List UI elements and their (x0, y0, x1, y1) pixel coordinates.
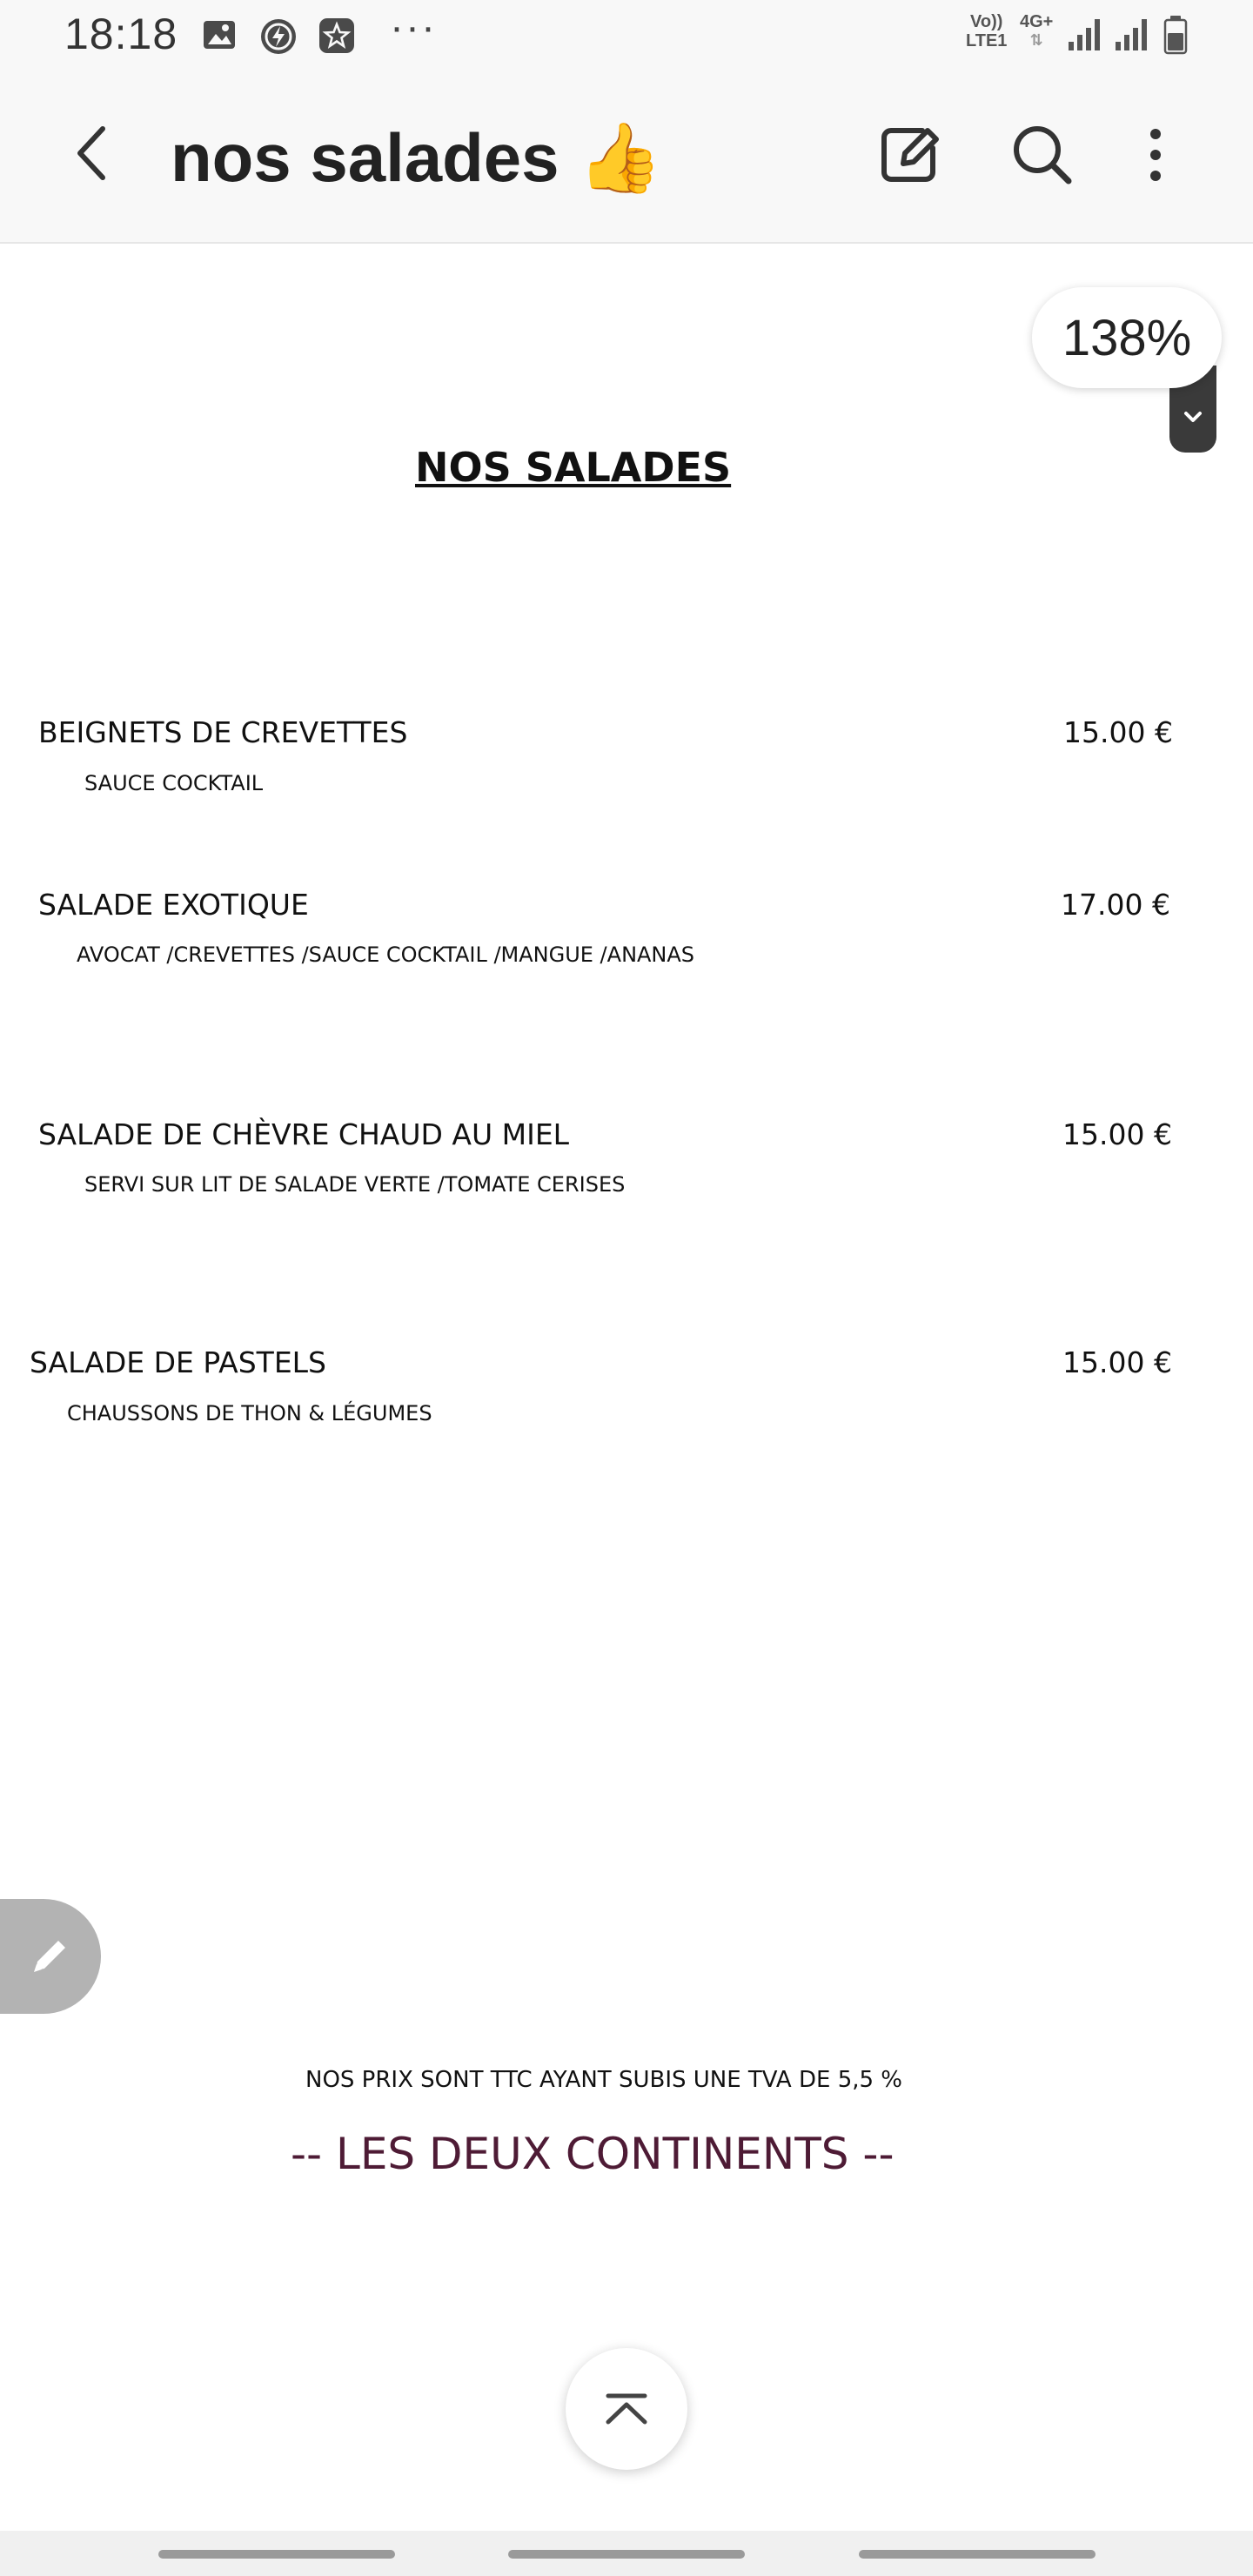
nav-home-button[interactable] (508, 2550, 745, 2559)
status-bar (0, 0, 1253, 73)
menu-heading: NOS SALADES (415, 444, 732, 491)
app-bar (0, 73, 1253, 244)
battery-icon (1163, 14, 1197, 49)
back-button[interactable] (61, 118, 131, 188)
menu-item-price: 15.00 € (1062, 1117, 1172, 1151)
navigation-bar (0, 2531, 1253, 2576)
signal-icon (1114, 14, 1149, 49)
page-title: nos salades 👍 (171, 119, 663, 196)
volte-indicator (966, 12, 1007, 50)
lte-label: LTE1 (966, 31, 1008, 50)
search-button[interactable] (1006, 118, 1079, 191)
restaurant-name: -- LES DEUX CONTINENTS -- (291, 2129, 895, 2179)
nav-back-button[interactable] (859, 2550, 1096, 2559)
menu-item-description: AVOCAT /CREVETTES /SAUCE COCKTAIL /MANGUE /ANANAS (77, 943, 695, 967)
menu-item-description: CHAUSSONS DE THON & LÉGUMES (67, 1401, 432, 1426)
menu-item-price: 17.00 € (1061, 888, 1170, 922)
data-arrows-icon: ⇅ (1029, 31, 1043, 49)
edit-icon (872, 118, 945, 191)
more-vert-icon (1119, 118, 1192, 191)
zoom-level-badge: 138% (1032, 287, 1222, 388)
edit-fab[interactable] (0, 1899, 101, 2014)
menu-item-name: SALADE EXOTIQUE (38, 888, 309, 922)
tax-note: NOS PRIX SONT TTC AYANT SUBIS UNE TVA DE 5,5 % (305, 2067, 903, 2093)
status-more-icon: ··· (390, 4, 437, 50)
data-type-label: 4G+ (1020, 12, 1054, 31)
menu-item-description: SERVI SUR LIT DE SALADE VERTE /TOMATE CERISES (84, 1172, 626, 1197)
menu-item-name: SALADE DE CHÈVRE CHAUD AU MIEL (38, 1117, 570, 1151)
status-time: 18:18 (64, 10, 178, 58)
menu-item-name: SALADE DE PASTELS (30, 1345, 327, 1379)
flash-circle-icon (259, 17, 294, 52)
menu-item-price: 15.00 € (1062, 1345, 1172, 1379)
menu-item-price: 15.00 € (1063, 715, 1173, 749)
chevron-up-icon (596, 2378, 657, 2439)
search-icon (1006, 118, 1079, 191)
signal-icon (1067, 14, 1102, 49)
volte-label: Vo)) (970, 12, 1003, 31)
pencil-icon (23, 1930, 76, 1982)
star-app-icon (318, 17, 353, 52)
menu-item-name: BEIGNETS DE CREVETTES (38, 715, 408, 749)
edit-button[interactable] (872, 118, 945, 191)
image-icon (202, 17, 237, 52)
chevron-left-icon (61, 118, 131, 188)
nav-recents-button[interactable] (158, 2550, 395, 2559)
more-options-button[interactable] (1119, 118, 1192, 191)
scroll-to-top-button[interactable] (566, 2348, 687, 2470)
menu-item-description: SAUCE COCKTAIL (84, 771, 264, 795)
data-type-indicator (1020, 12, 1053, 49)
